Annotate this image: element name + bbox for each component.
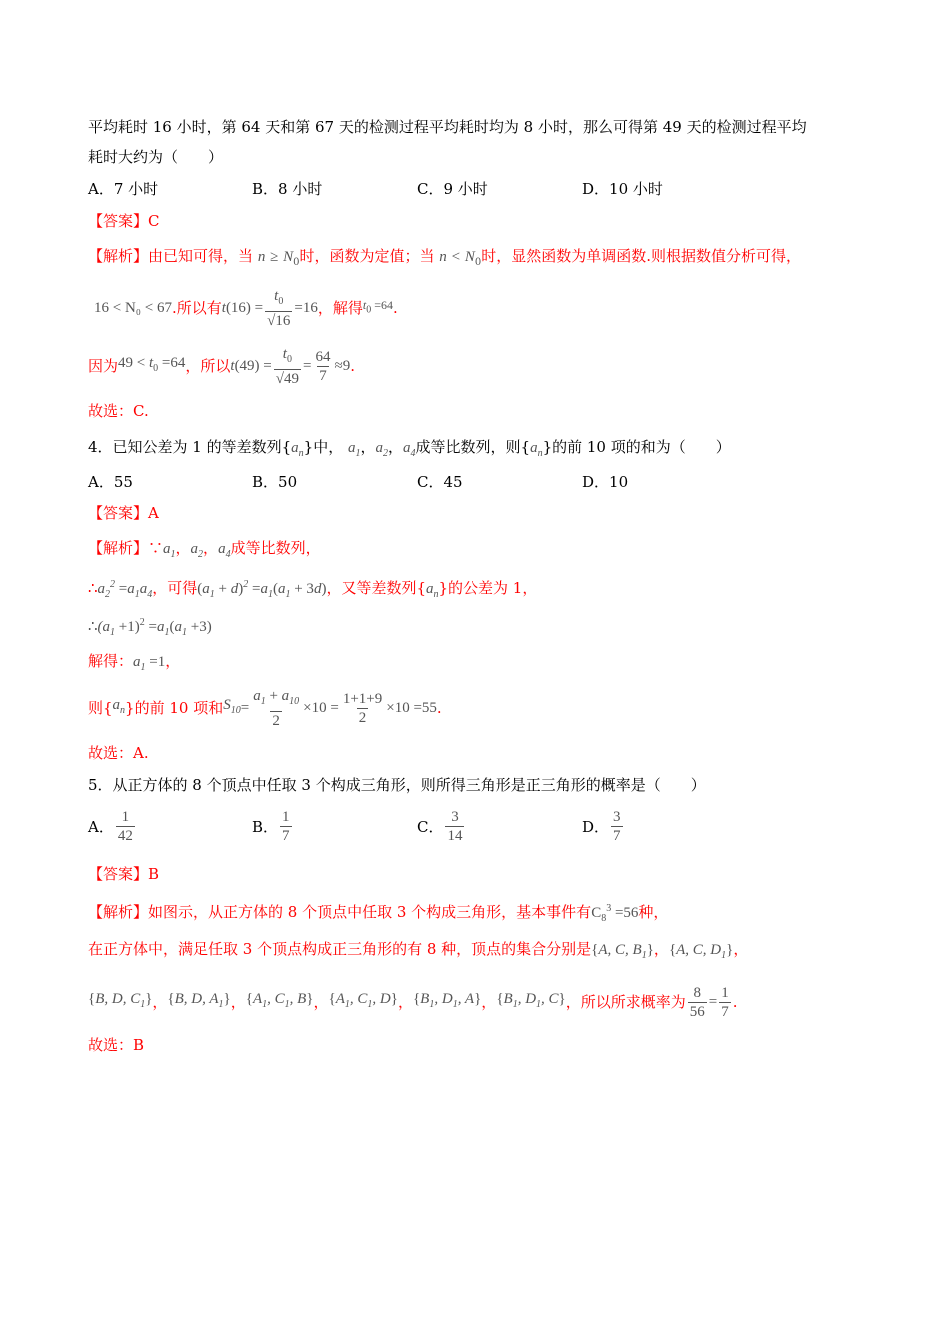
text: }的公差为 1， <box>438 579 538 597</box>
text: }中， <box>303 438 344 456</box>
q4-option-d: D．10 <box>582 473 629 491</box>
q5-analysis-line2: 在正方体中，满足任取 3 个顶点构成正三角形的有 8 种，顶点的集合分别是{A, C, $B_1$}，{A, C, $D_1$}， <box>88 940 749 961</box>
text: ，所以所求概率为 <box>565 993 686 1011</box>
numerator: 3 <box>613 809 621 825</box>
fraction: $\frac{t_0}{√49}$ <box>275 345 299 387</box>
text: ，又等差数列{ <box>326 579 426 597</box>
analysis-tag: 【解析】 <box>88 903 149 921</box>
q3-answer <box>88 210 160 232</box>
answer-value: C <box>148 212 160 230</box>
denominator: 7 <box>613 828 621 844</box>
text: 在正方体中，满足任取 3 个顶点构成正三角形的有 8 种，顶点的集合分别是 <box>88 940 592 958</box>
analysis-tag: 【解析】 <box>88 539 149 557</box>
text: 成等比数列，则{ <box>415 438 531 456</box>
fraction: $\frac{8}{56}$ <box>689 984 705 1020</box>
q4-analysis-line1: 【解析】$\because a_1$，$a_2$，$a_4$成等比数列， <box>88 539 321 560</box>
answer-tag: 【答案】 <box>88 212 149 230</box>
q5-analysis-line3: {B, D, $C_1$} ， {B, D, $A_1$} ， {$A_1$, $C_1$, B} ， {$A_1$, $C_1$, D} ， {$B_1$, $D_1$, A} ， {$B_1$, $D_1$, C} ，所以所求概率为 $\frac{8}{56}$ = $\frac{1}{7}$ . <box>88 984 738 1020</box>
math-range: 16 < N₀ < 67 <box>94 300 172 316</box>
q4-answer <box>88 502 159 524</box>
numerator: 3 <box>451 809 459 825</box>
fraction <box>445 808 464 845</box>
text: ∵ <box>148 539 164 557</box>
q4-option-a: A．55 <box>88 473 133 491</box>
q3-analysis-line2: 16 < N₀ < 67 .所以有 t(16) = $\frac{t_0}{√16}$ =16 ，解得 $t_0 =64$ . <box>94 287 398 329</box>
text: 时，显然函数为单调函数.则根据数值分析可得， <box>481 247 801 265</box>
text: 时，函数为定值；当 <box>299 247 435 265</box>
option-label: D． <box>582 817 610 836</box>
text: 由已知可得，当 <box>148 247 254 265</box>
q4-analysis-line2: $\therefore a_2^2 =a_1a_4$，可得$(a_1 + d)^2 =a_1(a_1 + 3d)$，又等差数列$\{a_n\}$的公差为 1， <box>88 579 538 600</box>
q5-option-b <box>252 808 294 845</box>
q5-conclusion: 故选：B <box>88 1036 145 1054</box>
answer-value: B <box>148 865 160 883</box>
text: ∴ <box>88 579 98 597</box>
q3-stem-line1: 平均耗时 16 小时，第 64 天和第 67 天的检测过程平均耗时均为 8 小时，那么可得第 49 天的检测过程平均 <box>88 118 807 136</box>
option-label: B． <box>252 817 279 836</box>
fraction <box>280 808 292 845</box>
option-label: A． <box>88 817 114 836</box>
q5-option-a <box>88 808 137 845</box>
text: }的前 10 项和 <box>125 699 224 717</box>
fraction: $\frac{1+1+9}{2}$ <box>342 690 383 726</box>
denominator: 7 <box>282 828 290 844</box>
numerator: 1 <box>121 809 130 825</box>
q5-option-c <box>417 808 466 845</box>
answer-value: A <box>148 504 159 522</box>
numerator: 1 <box>282 809 290 825</box>
q3-analysis-line1: 【解析】由已知可得，当 $n \ge N_0$时，函数为定值；当 $n < N_0$时，显然函数为单调函数.则根据数值分析可得， <box>88 247 801 268</box>
text: 如图示，从正方体的 8 个顶点中任取 3 个构成三角形，基本事件有 <box>148 903 592 921</box>
q4-stem: 4．已知公差为 1 的等差数列$\{a_n\}$中， $a_1$，$a_2$，$a_4$成等比数列，则$\{a_n\}$的前 10 项的和为（ ） <box>88 438 731 459</box>
text: 因为 <box>88 357 119 375</box>
q3-analysis-line3: 因为 $49 < t_0 =64$ ，所以 t(49) = $\frac{t_0}{√49}$ = $\frac{64}{7}$ ≈9 . <box>88 345 355 387</box>
fraction: $\frac{a_1 + a_{10}}{2}$ <box>253 687 300 729</box>
text: 成等比数列， <box>230 539 321 557</box>
text: .所以有 <box>171 299 222 317</box>
analysis-tag: 【解析】 <box>88 247 149 265</box>
q5-option-d <box>582 808 625 845</box>
fraction: $\frac{t_0}{√16}$ <box>267 287 291 329</box>
fraction <box>611 808 623 845</box>
text: 4．已知公差为 1 的等差数列{ <box>88 438 292 456</box>
q3-stem-line2: 耗时大约为（ ） <box>88 148 224 166</box>
q4-analysis-line5: 则{ $a_n$ }的前 10 项和 $S_{10}$ = $\frac{a_1 + a_{10}}{2}$ ×10 = $\frac{1+1+9}{2}$ ×10 =55 . <box>88 687 442 729</box>
denominator: 14 <box>447 828 463 844</box>
denominator: 42 <box>117 828 133 844</box>
text: 则{ <box>88 699 113 717</box>
option-label: C． <box>417 817 444 836</box>
q4-option-b: B．50 <box>252 473 298 491</box>
text: 解得： <box>88 652 134 670</box>
q3-option-a: A．7 小时 <box>88 180 159 198</box>
q5-analysis-line1: 【解析】如图示，从正方体的 8 个顶点中任取 3 个构成三角形，基本事件有$C_8^3 =56$种， <box>88 903 669 924</box>
q4-conclusion: 故选：A. <box>88 744 149 762</box>
text: ，可得 <box>152 579 198 597</box>
q4-analysis-line4: 解得：$a_1 =1$， <box>88 652 181 673</box>
text: 种， <box>638 903 669 921</box>
q4-analysis-line3: $\therefore(a_1 +1)^2 =a_1(a_1 +3)$ <box>88 617 212 638</box>
q4-option-c: C．45 <box>417 473 463 491</box>
text: ，解得 <box>317 299 363 317</box>
q3-option-d: D．10 小时 <box>582 180 663 198</box>
fraction: $\frac{64}{7}$ <box>315 348 331 384</box>
text: ，所以 <box>185 357 231 375</box>
q3-option-c: C．9 小时 <box>417 180 488 198</box>
q5-answer <box>88 863 159 885</box>
fraction <box>116 808 135 845</box>
fraction: $\frac{1}{7}$ <box>721 984 729 1020</box>
q3-option-b: B．8 小时 <box>252 180 323 198</box>
answer-tag: 【答案】 <box>88 865 149 883</box>
q3-conclusion: 故选：C. <box>88 402 149 420</box>
q5-stem: 5．从正方体的 8 个顶点中任取 3 个构成三角形，则所得三角形是正三角形的概率是（ ） <box>88 776 706 794</box>
answer-tag: 【答案】 <box>88 504 149 522</box>
text: }的前 10 项的和为（ ） <box>542 438 731 456</box>
